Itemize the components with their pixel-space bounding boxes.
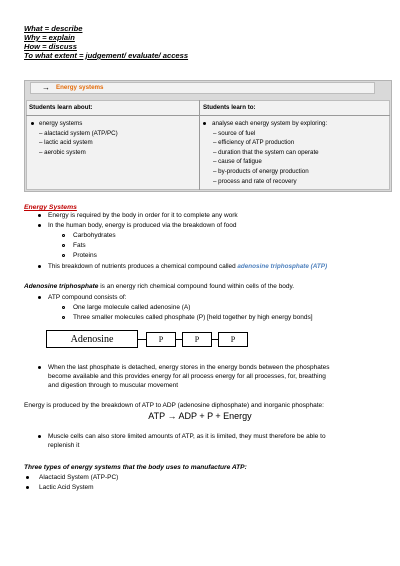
list-item: [38, 222, 237, 231]
arrow-right-icon: →: [42, 83, 50, 92]
circle-bullet-icon: [62, 234, 65, 237]
learn-to-intro: [203, 119, 327, 129]
phosphate-box: [218, 332, 248, 347]
bullet-icon: [38, 214, 41, 217]
list-item-text: One large molecule called adenosine (A): [73, 304, 191, 311]
learn-about-text: alactacid system (ATP/PC): [44, 129, 118, 137]
list-item-text: ATP compound consists of:: [48, 294, 127, 301]
list-item: [26, 484, 94, 493]
three-types-heading: Three types of energy systems that the body uses to manufacture ATP:: [24, 464, 247, 471]
adenosine-box: [46, 330, 138, 348]
list-item-text: When the last phosphate is detached, energy stores in the energy bonds between the phosphates: [48, 364, 330, 371]
circle-bullet-icon: [62, 244, 65, 247]
learn-to-item: – by-products of energy production: [213, 168, 309, 175]
learn-about-item: – alactacid system (ATP/PC): [39, 129, 118, 137]
list-item: [62, 232, 116, 241]
list-item-text: Muscle cells can also store limited amounts of ATP, as it is limited, they must therefore be able to: [48, 433, 326, 440]
energy-systems-heading: Energy Systems: [24, 204, 77, 211]
list-item-continuation: and digestion through to muscular movement: [48, 382, 179, 389]
atp-term: adenosine triphosphate (ATP): [237, 263, 328, 270]
learn-about-item: – lactic acid system: [39, 139, 93, 147]
list-item: [38, 433, 326, 442]
header-describe: What = describe: [24, 24, 83, 33]
syllabus-column-divider: [199, 100, 200, 190]
bullet-icon: [26, 476, 29, 479]
header-discuss: How = discuss: [24, 42, 77, 51]
learn-about-item: [31, 119, 82, 129]
learn-to-item: – process and rate of recovery: [213, 177, 297, 185]
learn-to-item: – cause of fatigue: [213, 158, 262, 166]
list-item-text: This breakdown of nutrients produces a chemical compound called: [48, 263, 238, 270]
list-item: [38, 263, 327, 272]
learn-to-item: – efficiency of ATP production: [213, 139, 295, 147]
learn-about-item: – aerobic system: [39, 148, 86, 156]
bullet-icon: [203, 122, 206, 125]
list-item-text: Alactacid System (ATP-PC): [39, 474, 119, 481]
list-item-text: Proteins: [73, 252, 97, 259]
bullet-icon: [38, 224, 41, 227]
list-item-text: Fats: [73, 242, 86, 249]
list-item: [38, 294, 127, 303]
circle-bullet-icon: [62, 254, 65, 257]
learn-to-text: by-products of energy production: [218, 168, 309, 175]
learn-about-text: energy systems: [39, 120, 83, 127]
learn-about-heading: Students learn about:: [29, 104, 93, 111]
bullet-icon: [38, 296, 41, 299]
header-explain: Why = explain: [24, 33, 75, 42]
atp-equation: ATP → ADP + P + Energy: [148, 411, 252, 421]
phosphate-label: P: [230, 335, 236, 344]
syllabus-title: Energy systems: [56, 84, 104, 91]
list-item-text: In the human body, energy is produced via the breakdown of food: [48, 222, 237, 229]
bond-line: [138, 339, 146, 340]
list-item: [38, 212, 238, 221]
learn-to-text: duration that the system can operate: [218, 148, 319, 156]
learn-to-heading: Students learn to:: [203, 104, 256, 111]
learn-to-text: process and rate of recovery: [218, 177, 297, 185]
phosphate-box: [146, 332, 176, 347]
adenosine-label: Adenosine: [70, 333, 114, 345]
list-item-text: Three smaller molecules called phosphate (P) [held together by high energy bonds]: [73, 314, 313, 321]
learn-to-item: – duration that the system can operate: [213, 148, 319, 156]
circle-bullet-icon: [62, 316, 65, 319]
list-item-continuation: replenish it: [48, 442, 80, 449]
header-extent: To what extent = judgement/ evaluate/ access: [24, 51, 189, 60]
atp-breakdown-text: Energy is produced by the breakdown of ATP to ADP (adenosine diphosphate) and inorganic phosphate:: [24, 402, 324, 409]
list-item-text: Lactic Acid System: [39, 484, 94, 491]
list-item: [62, 314, 313, 323]
phosphate-box: [182, 332, 212, 347]
atp-definition: [24, 283, 294, 292]
list-item: [62, 304, 190, 313]
list-item: [62, 242, 86, 251]
list-item-continuation: become available and this provides energy for all process energy for all processes, for, breathing: [48, 373, 326, 380]
bullet-icon: [26, 486, 29, 489]
list-item: [62, 252, 97, 261]
list-item-text: Energy is required by the body in order for it to complete any work: [48, 212, 238, 219]
bullet-icon: [31, 122, 34, 125]
phosphate-label: P: [194, 335, 200, 344]
learn-to-intro-text: analyse each energy system by exploring:: [212, 120, 328, 127]
circle-bullet-icon: [62, 306, 65, 309]
learn-to-text: efficiency of ATP production: [218, 139, 295, 147]
learn-about-text: lactic acid system: [44, 139, 93, 147]
learn-about-text: aerobic system: [44, 148, 86, 156]
list-item: [38, 364, 330, 373]
phosphate-label: P: [158, 335, 164, 344]
bullet-icon: [38, 265, 41, 268]
bullet-icon: [38, 435, 41, 438]
list-item-text: Carbohydrates: [73, 232, 116, 239]
learn-to-item: – source of fuel: [213, 129, 256, 137]
atp-definition-term: Adenosine triphosphate: [24, 283, 99, 290]
learn-to-text: source of fuel: [218, 129, 256, 137]
learn-to-text: cause of fatigue: [218, 158, 262, 166]
atp-definition-text: is an energy rich chemical compound found within cells of the body.: [98, 283, 295, 290]
bullet-icon: [38, 366, 41, 369]
list-item: [26, 474, 118, 483]
